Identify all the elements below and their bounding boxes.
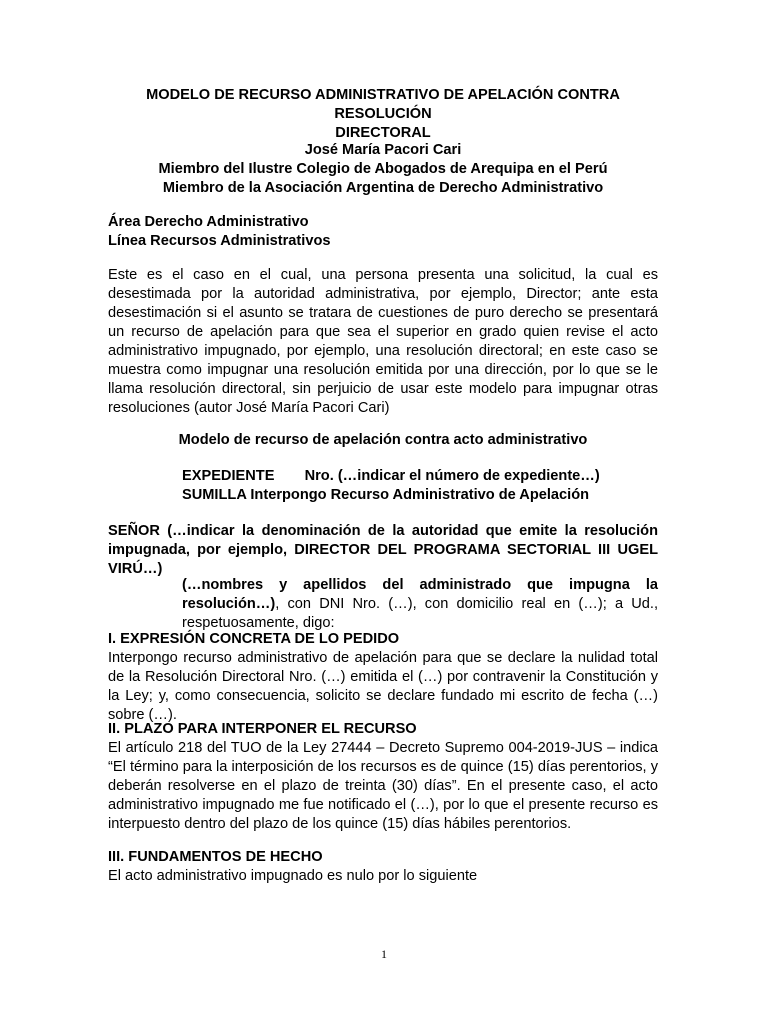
author-name: José María Pacori Cari — [304, 142, 462, 158]
expediente-line — [182, 467, 658, 486]
author-affiliation-2: Miembro de la Asociación Argentina de Derecho Administrativo — [162, 180, 604, 196]
model-heading: Modelo de recurso de apelación contra acto administrativo — [178, 432, 588, 448]
intro-paragraph: Este es el caso en el cual, una persona presenta una solicitud, la cual es desestimada por la autoridad administrativa, por ejemplo, Director; ante esta desestimación si el asunto se tratara de cuestiones de puro derecho se presentará un recurso de apelación para que sea el superior en grado quien revise el acto administrativo impugnado, por ejemplo, una resolución directoral; en este caso se muestra como impugnar una resolución emitida por una dirección, por lo que se le llama resolución directoral, sin perjuicio de usar este modelo para impugnar otras resoluciones (autor José María Pacori Cari) — [108, 267, 658, 416]
section-1-heading: I. EXPRESIÓN CONCRETA DE LO PEDIDO — [108, 631, 400, 647]
section-2-body: El artículo 218 del TUO de la Ley 27444 – Decreto Supremo 004-2019-JUS – indica “El término para la interposición de los recursos es de quince (15) días perentorios, y deberán resolverse en el plazo de treinta (30) días”. En el presente caso, el acto administrativo impugnado me fue notificado el (…), por lo que el presente recurso es interpuesto dentro del plazo de los quince (15) días hábiles perentorios. — [108, 740, 658, 832]
author-block — [108, 141, 658, 198]
area-line-2: Línea Recursos Administrativos — [108, 233, 331, 249]
administrado-name: (…nombres y apellidos del administrado que impugna la resolución…) — [182, 577, 658, 612]
section-2-heading: II. PLAZO PARA INTERPONER EL RECURSO — [108, 721, 417, 737]
section-1-body: Interpongo recurso administrativo de apelación para que se declare la nulidad total de la Resolución Directoral Nro. (…) emitida el (…) por contravenir la Constitución y la Ley; y, como consecuencia, solicito se declare fundado mi escrito de fecha (…) sobre (…). — [108, 650, 658, 723]
page-number: 1 — [381, 947, 387, 961]
title-line-2: DIRECTORAL — [335, 125, 431, 141]
administrado-paragraph — [182, 576, 658, 633]
document-title — [108, 86, 658, 143]
sumilla-label: SUMILLA — [182, 487, 247, 503]
section-3-body: El acto administrativo impugnado es nulo por lo siguiente — [108, 868, 478, 884]
document-page — [108, 0, 658, 1024]
senor-paragraph: SEÑOR (…indicar la denominación de la autoridad que emite la resolución impugnada, por ejemplo, DIRECTOR DEL PROGRAMA SECTORIAL III UGEL VIRÚ…) — [108, 523, 658, 577]
section-2 — [108, 720, 658, 834]
expediente-label: EXPEDIENTE — [182, 468, 275, 484]
sumilla-value: Interpongo Recurso Administrativo de Apelación — [250, 487, 590, 503]
expediente-value: Nro. (…indicar el número de expediente…) — [304, 468, 600, 484]
administrado-rest: , con DNI Nro. (…), con domicilio real en (…); a Ud., respetuosamente, digo: — [182, 596, 658, 631]
section-3 — [108, 848, 658, 886]
area-block — [108, 213, 658, 251]
section-3-heading: III. FUNDAMENTOS DE HECHO — [108, 849, 323, 865]
section-1 — [108, 630, 658, 725]
title-line-1: MODELO DE RECURSO ADMINISTRATIVO DE APELACIÓN CONTRA RESOLUCIÓN — [146, 87, 620, 122]
area-line-1: Área Derecho Administrativo — [108, 214, 309, 230]
author-affiliation-1: Miembro del Ilustre Colegio de Abogados de Arequipa en el Perú — [158, 161, 608, 177]
sumilla-line — [182, 486, 658, 505]
